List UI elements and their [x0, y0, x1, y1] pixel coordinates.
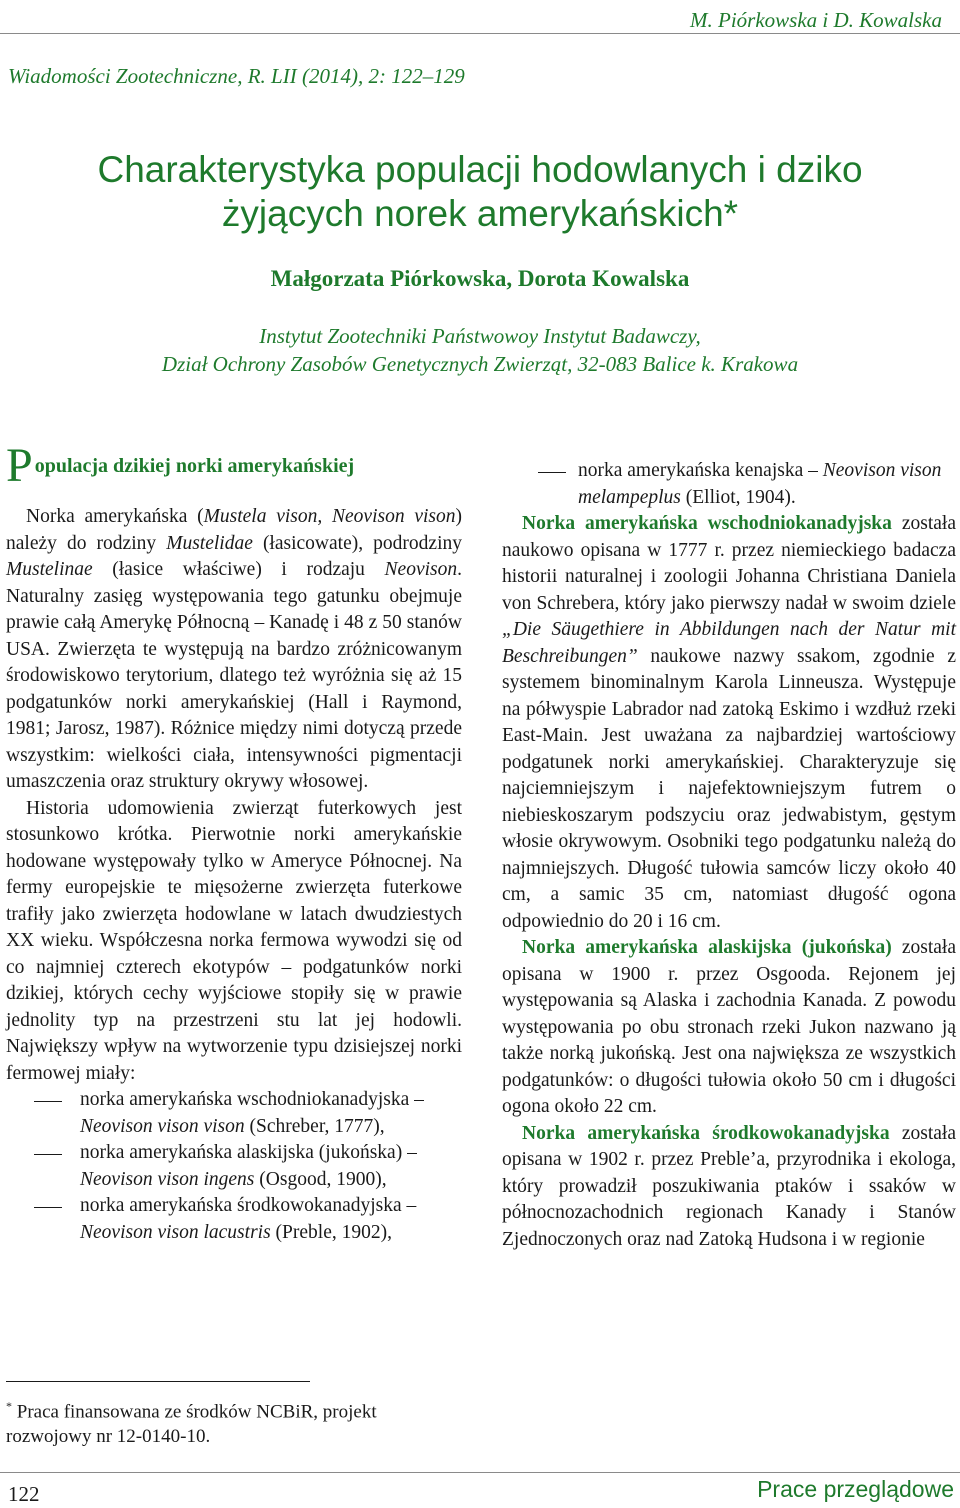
subsection-heading: Norka amerykańska środkowokanadyjska: [522, 1122, 890, 1144]
footer-rule: [0, 1472, 960, 1473]
subsection-heading: Norka amerykańska wschodniokanadyjska: [522, 513, 892, 534]
affiliation: [0, 322, 960, 378]
subspecies-list: [6, 1087, 462, 1246]
title-line-1: Charakterystyka populacji hodowlanych i dziko: [97, 149, 863, 190]
page-number: 122: [8, 1482, 40, 1506]
title-line-2: żyjących norek amerykańskich*: [221, 193, 739, 234]
section-label: Prace przeglądowe: [757, 1476, 954, 1502]
paragraph-intro: Norka amerykańska (Mustela vison, Neovison vison) należy do rodziny Mustelidae (łasicowate), podrodziny Mustelinae (łasice właściwe) i rodzaju Neovison. Naturalny zasięg występowania tego gatunku obejmuje prawie całą Amerykę Północną ‒ Kanadę i 48 z 50 stanów USA. Zwierzęta te występują na bardzo zróżnicowanym środowiskowo terytorium, dlatego też wyróżnia się aż 15 podgatunków norki amerykańskiej (Hall i Raymond, 1981; Jarosz, 1987). Różnice między nimi dotyczą przede wszystkim: wielkości ciała, intensywności pigmentacji umaszczenia oraz struktury okrywy włosowej.: [6, 506, 462, 792]
paragraph-history: Historia udomowienia zwierząt futerkowych jest stosunkowo krótka. Pierwotnie norki amerykańskie hodowane występowały tylko w Ameryce Północnej. Na fermy europejskie te mięsożerne zwierzęta futerkowe trafiły jako zwierzęta hodowlane w latach dwudziestych XX wieku. Współczesna norka fermowa wywodzi się od co najmniej czterech ekotypów ‒ podgatunków norki dzikiej, których cechy wyjściowe stopiły się w prawie jednolity typ na przestrzeni stu lat jej hodowli. Największy wpływ na wytworzenie typu dzisiejszej norki fermowej miały:: [6, 797, 462, 1084]
paragraph-alaskan: Norka amerykańska alaskijska (jukońska) została opisana w 1900 r. przez Osgooda. Rejonem jej występowania są Alaska i zachodnia Kanada. Z powodu występowania po obu stronach rzeki Jukon nazwano ją także norką jukońską. Jest ona największa ze wszystkich podgatunków: o długości tułowia około 50 cm i długości ogona około 22 cm.: [502, 937, 957, 1117]
subspecies-list-continued: [502, 458, 956, 511]
article-authors: Małgorzata Piórkowska, Dorota Kowalska: [270, 266, 690, 291]
list-item: norka amerykańska środkowokanadyjska ‒ Neovison vison lacustris (Preble, 1902),: [6, 1193, 462, 1246]
footnote: * Praca finansowana ze środków NCBiR, projekt rozwojowy nr 12-0140-10.: [6, 1399, 377, 1448]
header-rule: [0, 33, 960, 34]
article-title: [0, 148, 960, 236]
subsection-heading: Norka amerykańska alaskijska (jukońska): [522, 937, 892, 958]
section-heading: [6, 439, 462, 492]
paragraph-east-canadian: Norka amerykańska wschodniokanadyjska została naukowo opisana w 1777 r. przez niemieckiego badacza historii naturalnej i zoologii Johanna Christiana Daniela von Schrebera, który jako pierwszy nadał w swoim dziele „Die Säugethiere in Abbildungen nach der Natur mit Beschreibungen” naukowe nazwy ssakom, zgodnie z systemem binominalnym Karola Linneusza. Występuje na półwyspie Labrador nad zatoką Eskimo i wzdłuż rzeki East-Main. Jest uważana za najbardziej wartościowy podgatunek norki amerykańskiej. Charakteryzuje się najciemniejszym i najefektowniejszym futrem o niebieskoszarym podszyciu oraz jedwabistym, gęstym włosie okrywowym. Osobniki tego podgatunku należą do najmniejszych. Długość tułowia samców liczy około 40 cm, a samic 35 cm, natomiast długość ogona odpowiednio do 20 i 16 cm.: [502, 513, 956, 932]
right-column: [502, 458, 956, 1253]
left-column: [6, 439, 462, 1246]
list-item: norka amerykańska alaskijska (jukońska) ‒ Neovison vison ingens (Osgood, 1900),: [6, 1140, 462, 1193]
footnote-rule: [6, 1381, 310, 1382]
footnote-mark: *: [6, 1399, 12, 1413]
section-heading-text: opulacja dzikiej norki amerykańskiej: [34, 455, 355, 477]
list-item: norka amerykańska kenajska ‒ Neovison vison melampeplus (Elliot, 1904).: [502, 458, 956, 511]
drop-cap: P: [6, 439, 33, 492]
list-item: norka amerykańska wschodniokanadyjska ‒ Neovison vison vison (Schreber, 1777),: [6, 1087, 462, 1140]
journal-citation: Wiadomości Zootechniczne, R. LII (2014), 2: 122–129: [8, 64, 465, 88]
running-header-authors: M. Piórkowska i D. Kowalska: [690, 8, 942, 32]
paragraph-central-canadian: Norka amerykańska środkowokanadyjska została opisana w 1902 r. przez Preble’a, przyrodnika i ekologa, który prowadził poszukiwania ptaków i ssaków w północnozachodnich regionach Kanady i Stanów Zjednoczonych oraz nad Zatoką Hudsona i w regionie: [502, 1122, 957, 1250]
affiliation-line-1: Instytut Zootechniki Państwowoy Instytut Badawczy,: [259, 324, 701, 348]
affiliation-line-2: Dział Ochrony Zasobów Genetycznych Zwierząt, 32-083 Balice k. Krakowa: [161, 352, 799, 376]
